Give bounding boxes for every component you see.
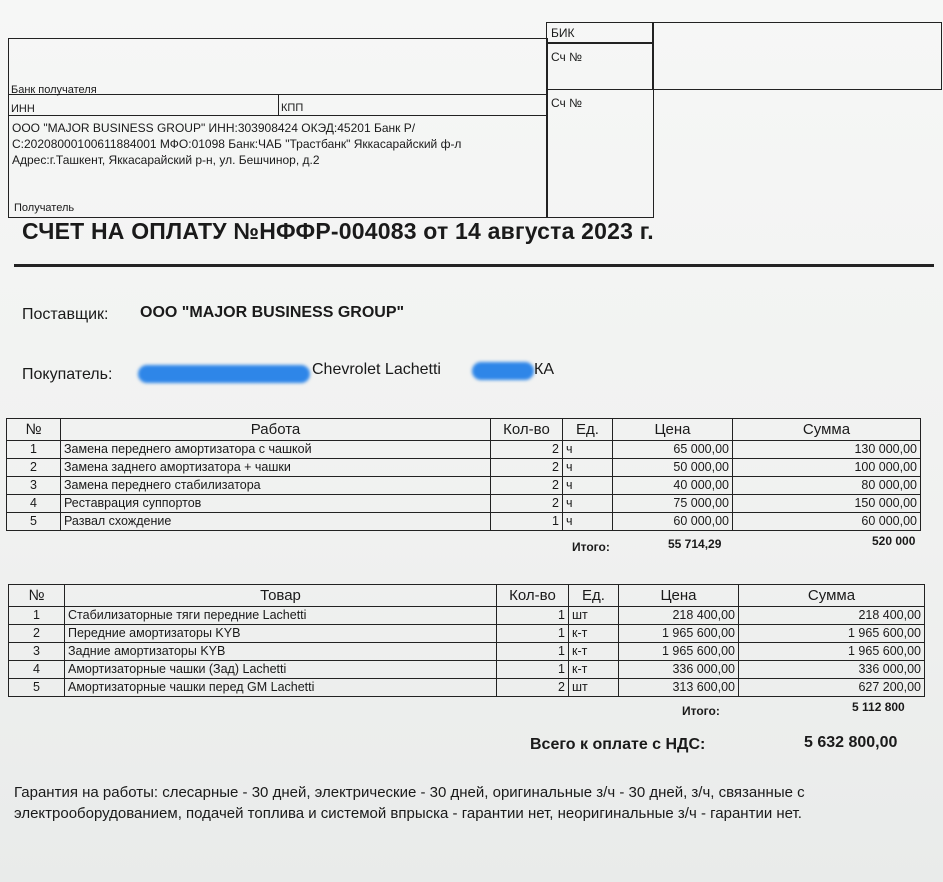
grand-total-label: Всего к оплате с НДС: [530, 736, 706, 753]
col-price: Цена [619, 585, 739, 607]
row-name: Замена переднего амортизатора с чашкой [61, 441, 491, 459]
account-label-2: Сч № [551, 96, 582, 110]
col-unit: Ед. [569, 585, 619, 607]
recipient-details: ООО "MAJOR BUSINESS GROUP" ИНН:303908424 ОКЭД:45201 Банк Р/С:20208000100611884001 МФО:01098 Банк:ЧАБ "Трастбанк" Яккасарайский ф-л Адрес:г.Ташкент, Яккасарайский р-н, ул. Бешчинор, д.2 [12, 121, 462, 167]
table-row [7, 513, 921, 531]
table-row [7, 495, 921, 513]
row-unit: шт [569, 679, 619, 697]
table-row [9, 625, 925, 643]
row-sum: 130 000,00 [733, 441, 921, 459]
row-number: 3 [9, 643, 65, 661]
row-price: 1 965 600,00 [619, 643, 739, 661]
row-price: 1 965 600,00 [619, 625, 739, 643]
row-price: 40 000,00 [613, 477, 733, 495]
row-number: 3 [7, 477, 61, 495]
row-sum: 60 000,00 [733, 513, 921, 531]
title-divider [14, 264, 934, 267]
row-name: Развал схождение [61, 513, 491, 531]
inn-label: ИНН [11, 103, 35, 115]
works-total-label: Итого: [572, 540, 610, 554]
redaction-mark-2 [472, 362, 534, 380]
row-qty: 1 [497, 661, 569, 679]
row-number: 2 [9, 625, 65, 643]
row-name: Стабилизаторные тяги передние Lachetti [65, 607, 497, 625]
col-unit: Ед. [563, 419, 613, 441]
bank-details-grid [8, 22, 940, 218]
col-qty: Кол-во [497, 585, 569, 607]
row-number: 4 [9, 661, 65, 679]
row-price: 336 000,00 [619, 661, 739, 679]
row-sum: 150 000,00 [733, 495, 921, 513]
table-row [9, 607, 925, 625]
buyer-value: Chevrolet Lachetti [312, 361, 441, 378]
row-number: 1 [7, 441, 61, 459]
bank-recipient-label: Банк получателя [11, 84, 97, 96]
row-name: Замена заднего амортизатора + чашки [61, 459, 491, 477]
goods-table [8, 584, 925, 697]
row-sum: 218 400,00 [739, 607, 925, 625]
row-qty: 2 [491, 441, 563, 459]
works-header-row [7, 419, 921, 441]
row-number: 1 [9, 607, 65, 625]
row-name: Реставрация суппортов [61, 495, 491, 513]
bik-label: БИК [551, 26, 575, 40]
row-sum: 1 965 600,00 [739, 643, 925, 661]
row-qty: 2 [491, 495, 563, 513]
row-sum: 100 000,00 [733, 459, 921, 477]
row-unit: ч [563, 477, 613, 495]
kpp-cell [278, 94, 548, 116]
invoice-title: СЧЕТ НА ОПЛАТУ №НФФР-004083 от 14 августа 2023 г. [22, 218, 654, 244]
goods-header-row [9, 585, 925, 607]
table-row [9, 661, 925, 679]
col-number: № [7, 419, 61, 441]
row-qty: 1 [497, 643, 569, 661]
row-qty: 1 [491, 513, 563, 531]
col-sum: Сумма [739, 585, 925, 607]
works-table [6, 418, 921, 531]
row-unit: ч [563, 513, 613, 531]
row-qty: 1 [497, 625, 569, 643]
supplier-label: Поставщик: [22, 306, 109, 323]
row-sum: 627 200,00 [739, 679, 925, 697]
row-number: 5 [9, 679, 65, 697]
row-unit: к-т [569, 643, 619, 661]
supplier-value: ООО "MAJOR BUSINESS GROUP" [140, 304, 405, 321]
redaction-mark-1 [138, 365, 310, 383]
col-product: Товар [65, 585, 497, 607]
table-row [9, 643, 925, 661]
kpp-label: КПП [281, 102, 304, 114]
table-row [7, 459, 921, 477]
goods-total-label: Итого: [682, 704, 720, 718]
row-name: Задние амортизаторы KYB [65, 643, 497, 661]
row-sum: 336 000,00 [739, 661, 925, 679]
row-unit: ч [563, 495, 613, 513]
row-name: Замена переднего стабилизатора [61, 477, 491, 495]
col-work: Работа [61, 419, 491, 441]
row-name: Амортизаторные чашки (Зад) Lachetti [65, 661, 497, 679]
row-number: 5 [7, 513, 61, 531]
row-price: 60 000,00 [613, 513, 733, 531]
row-qty: 2 [491, 459, 563, 477]
works-total-mid: 55 714,29 [668, 537, 722, 551]
row-sum: 80 000,00 [733, 477, 921, 495]
warranty-text: Гарантия на работы: слесарные - 30 дней, электрические - 30 дней, оригинальные з/ч - 30 дней, з/ч, связанные с электрооборудованием, подачей топлива и системой впрыска - гарантии нет, неоригинальные з/ч - гарантии нет. [14, 784, 805, 822]
row-price: 50 000,00 [613, 459, 733, 477]
row-qty: 1 [497, 607, 569, 625]
row-qty: 2 [497, 679, 569, 697]
col-number: № [9, 585, 65, 607]
account-label-1: Сч № [551, 50, 582, 64]
row-price: 75 000,00 [613, 495, 733, 513]
buyer-label: Покупатель: [22, 366, 113, 383]
goods-total-sum: 5 112 800 [852, 700, 905, 714]
works-total-sum: 520 000 [872, 534, 916, 548]
table-row [7, 441, 921, 459]
row-name: Амортизаторные чашки перед GM Lachetti [65, 679, 497, 697]
row-unit: к-т [569, 625, 619, 643]
row-number: 2 [7, 459, 61, 477]
table-row [9, 679, 925, 697]
bank-right-block [652, 22, 942, 90]
col-price: Цена [613, 419, 733, 441]
col-qty: Кол-во [491, 419, 563, 441]
grand-total-value: 5 632 800,00 [804, 734, 898, 751]
row-unit: к-т [569, 661, 619, 679]
col-sum: Сумма [733, 419, 921, 441]
row-qty: 2 [491, 477, 563, 495]
row-price: 65 000,00 [613, 441, 733, 459]
table-row [7, 477, 921, 495]
row-sum: 1 965 600,00 [739, 625, 925, 643]
recipient-label: Получатель [14, 202, 75, 214]
row-price: 218 400,00 [619, 607, 739, 625]
row-number: 4 [7, 495, 61, 513]
row-unit: ч [563, 441, 613, 459]
row-name: Передние амортизаторы KYB [65, 625, 497, 643]
row-unit: шт [569, 607, 619, 625]
row-unit: ч [563, 459, 613, 477]
row-price: 313 600,00 [619, 679, 739, 697]
buyer-value-tail: КА [534, 361, 554, 378]
